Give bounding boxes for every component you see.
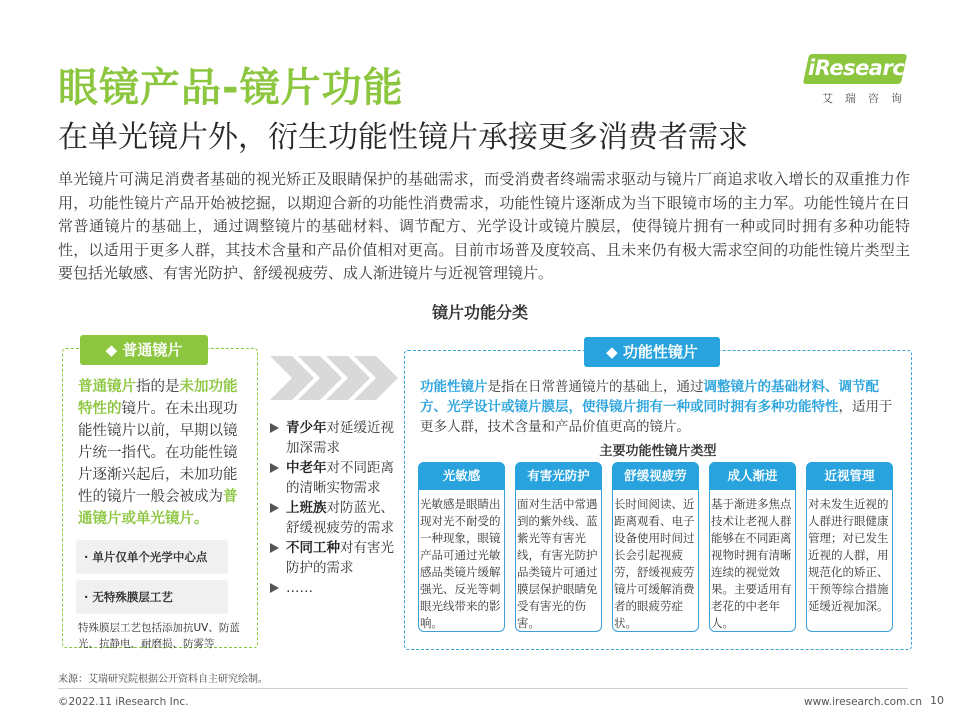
page-subtitle: 在单光镜片外，衍生功能性镜片承接更多消费者需求	[58, 120, 748, 155]
triangle-bullet-icon	[270, 423, 279, 433]
need-text: 对有害光防护的需求	[286, 540, 394, 576]
iresearch-logo	[790, 48, 920, 112]
functional-lens-tag: ◆ 功能性镜片	[584, 337, 720, 367]
hl-ordinary-lens: 普通镜片	[78, 379, 136, 395]
page-title: 眼镜产品-镜片功能	[58, 65, 404, 111]
desc-text-1: 指的是	[136, 379, 180, 395]
consumer-needs-list	[268, 418, 402, 598]
feature-pill-no-coating: · 无特殊膜层工艺	[76, 580, 228, 614]
desc-text-2: ，适用于更多人群，技术含量和产品价值更高的镜片。	[420, 399, 893, 435]
logo-text: iResearch	[808, 56, 919, 80]
type-description: 对未发生近视的人群进行眼健康管理；对已发生近视的人群，用规范化的矫正、干预等综合措施延缓近视加深。	[808, 497, 889, 613]
type-header: 光敏感	[418, 462, 505, 490]
diagram-title: 镜片功能分类	[431, 303, 528, 322]
list-item	[268, 418, 402, 458]
type-description: 光敏感是眼睛出现对光不耐受的一种现象，眼镜产品可通过光敏感品类镜片缓解强光、反光等刺眼光线带来的影响。	[420, 497, 501, 630]
need-text: 对延缓近视加深需求	[286, 420, 394, 456]
triangle-bullet-icon	[270, 543, 279, 553]
type-header: 近视管理	[806, 462, 893, 490]
functional-lens-description	[420, 377, 896, 437]
type-description: 长时间阅读、近距离观看、电子设备使用时间过长会引起视疲劳，舒缓视疲劳镜片可缓解消费者的眼疲劳症状。	[614, 497, 695, 630]
list-item	[268, 538, 402, 578]
triangle-bullet-icon	[270, 463, 279, 473]
list-item	[268, 458, 402, 498]
page-number: 10	[930, 694, 944, 707]
need-group: 上班族	[286, 500, 327, 516]
triangle-bullet-icon	[270, 583, 279, 593]
need-text: ……	[286, 580, 313, 596]
ordinary-lens-description	[78, 376, 244, 530]
type-description: 基于渐进多焦点技术让老视人群能够在不同距离视物时拥有清晰连续的视觉效果。主要适用有老花的中老年人。	[711, 497, 792, 630]
list-item	[268, 578, 402, 598]
desc-text-2: 镜片。在未出现功能性镜片以前，早期以镜片统一指代。在功能性镜片逐渐兴起后，未加功能性的镜片一般会被成为	[78, 401, 238, 505]
list-item	[268, 498, 402, 538]
copyright-text: ©2022.11 iResearch Inc.	[58, 696, 189, 708]
need-group: 不同工种	[286, 540, 340, 556]
chevron-arrows-icon	[270, 356, 400, 400]
type-header: 有害光防护	[515, 462, 602, 490]
website-link[interactable]: www.iresearch.com.cn	[804, 696, 923, 708]
coating-note: 特殊膜层工艺包括添加抗UV、防蓝光、抗静电、耐磨损、防雾等	[78, 622, 240, 650]
footer-divider	[58, 688, 908, 689]
desc-text-1: 是指在日常普通镜片的基础上，通过	[487, 379, 704, 395]
type-header: 舒缓视疲劳	[612, 462, 699, 490]
hl-functional-lens: 功能性镜片	[420, 379, 488, 395]
type-description: 面对生活中常遇到的紫外线、蓝紫光等有害光线，有害光防护品类镜片可通过膜层保护眼睛免受有害光的伤害。	[517, 497, 598, 630]
hl-adjust-material: 调整镜片的基础材料、调节配方、光学设计或镜片膜层，使得镜片拥有一种或同时拥有多种功能特性	[420, 379, 879, 415]
ordinary-lens-tag: ◆ 普通镜片	[80, 335, 208, 365]
need-group: 青少年	[286, 420, 327, 436]
feature-pill-single-center: · 单片仅单个光学中心点	[76, 540, 228, 574]
intro-paragraph: 单光镜片可满足消费者基础的视光矫正及眼睛保护的基础需求，而受消费者终端需求驱动与镜片厂商追求收入增长的双重推力作用，功能性镜片产品开始被挖掘，以期迎合新的功能性消费需求，功能性镜片逐渐成为当下眼镜市场的主力军。功能性镜片在日常普通镜片的基础上，通过调整镜片的基础材料、调节配方、光学设计或镜片膜层，使得镜片拥有一种或同时拥有多种功能特性，以适用于更多人群，其技术含量和产品价值相对更高。目前市场普及度较高、且未来仍有极大需求空间的功能性镜片类型主要包括光敏感、有害光防护、舒缓视疲劳、成人渐进镜片与近视管理镜片。	[58, 170, 910, 282]
hl-no-function: 未加功能特性的	[78, 379, 238, 417]
logo-cn-text: 艾瑞咨询	[822, 92, 914, 105]
source-note: 来源：艾瑞研究院根据公开资料自主研究绘制。	[58, 674, 268, 685]
need-text: 对不同距离的清晰实物需求	[286, 460, 394, 496]
need-text: 对防蓝光、舒缓视疲劳的需求	[286, 500, 394, 536]
hl-single-vision: 普通镜片或单光镜片。	[78, 489, 238, 527]
type-header: 成人渐进	[709, 462, 796, 490]
lens-types-title: 主要功能性镜片类型	[599, 444, 717, 459]
triangle-bullet-icon	[270, 503, 279, 513]
need-group: 中老年	[286, 460, 327, 476]
